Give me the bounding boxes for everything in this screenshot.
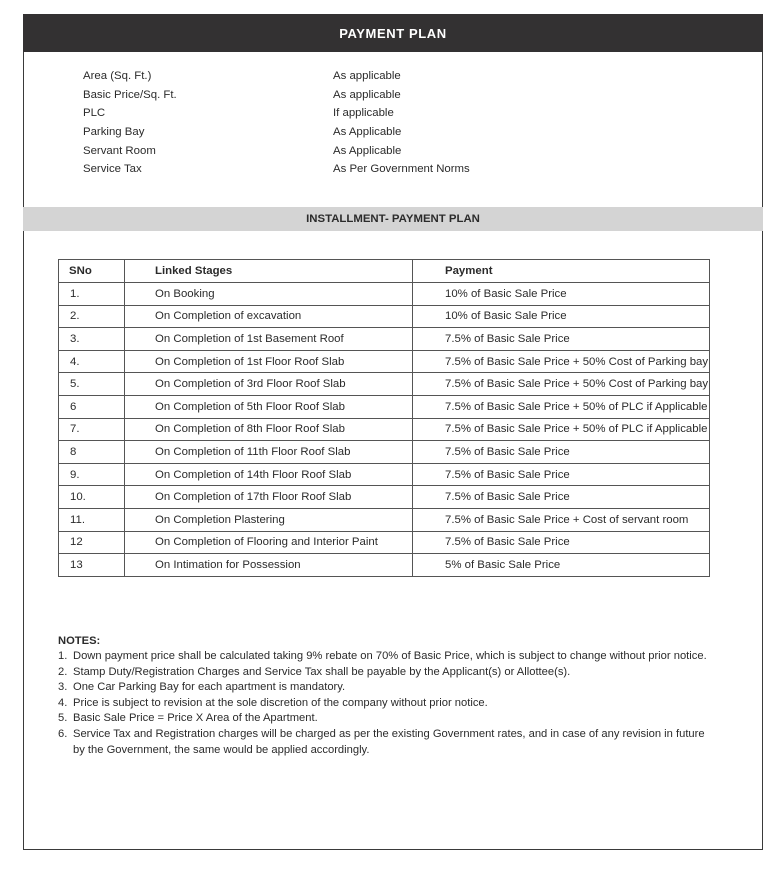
spec-row — [83, 67, 583, 86]
note-number: 6. — [58, 727, 68, 740]
table-row — [59, 531, 710, 554]
cell-sno: 6 — [59, 395, 125, 418]
cell-payment: 7.5% of Basic Sale Price — [413, 486, 710, 509]
cell-payment: 7.5% of Basic Sale Price + 50% Cost of Parking bay — [413, 373, 710, 396]
spec-value: As Applicable — [333, 126, 402, 139]
table-row — [59, 328, 710, 351]
spec-row — [83, 86, 583, 105]
table-row — [59, 418, 710, 441]
cell-stage: On Completion of 5th Floor Roof Slab — [125, 395, 413, 418]
cell-stage: On Completion of excavation — [125, 305, 413, 328]
section-heading-installment: INSTALLMENT- PAYMENT PLAN — [23, 207, 763, 231]
cell-payment: 7.5% of Basic Sale Price + 50% of PLC if Applicable — [413, 418, 710, 441]
note-text: Stamp Duty/Registration Charges and Service Tax shall be payable by the Applicant(s) or Allottee(s). — [73, 665, 571, 678]
spec-value: As applicable — [333, 88, 401, 101]
note-item — [58, 680, 718, 696]
table-header-row — [59, 260, 710, 283]
table-row — [59, 283, 710, 306]
notes-title: NOTES: — [58, 635, 101, 647]
note-text: Price is subject to revision at the sole discretion of the company without prior notice. — [73, 696, 488, 709]
table-row — [59, 554, 710, 577]
cell-stage: On Completion of 11th Floor Roof Slab — [125, 441, 413, 464]
spec-value: If applicable — [333, 107, 394, 120]
spec-label: Basic Price/Sq. Ft. — [83, 88, 177, 101]
cell-stage: On Completion of 17th Floor Roof Slab — [125, 486, 413, 509]
cell-payment: 7.5% of Basic Sale Price + 50% of PLC if Applicable — [413, 395, 710, 418]
cell-sno: 8 — [59, 441, 125, 464]
spec-value: As Applicable — [333, 144, 402, 157]
cell-stage: On Intimation for Possession — [125, 554, 413, 577]
cell-stage: On Completion of 1st Basement Roof — [125, 328, 413, 351]
notes-section — [58, 633, 718, 758]
note-text: One Car Parking Bay for each apartment is mandatory. — [73, 681, 346, 694]
spec-label: Service Tax — [83, 163, 142, 176]
column-header-payment: Payment — [413, 260, 710, 283]
cell-sno: 11. — [59, 508, 125, 531]
note-text: Down payment price shall be calculated taking 9% rebate on 70% of Basic Price, which is subject to change without prior notice. — [73, 650, 707, 662]
table-row — [59, 508, 710, 531]
notes-list — [58, 649, 718, 758]
note-number: 5. — [58, 712, 68, 725]
spec-label: Parking Bay — [83, 126, 145, 139]
note-item — [58, 665, 718, 681]
spec-list — [83, 67, 583, 179]
spec-label: Area (Sq. Ft.) — [83, 70, 152, 83]
note-text: Basic Sale Price = Price X Area of the Apartment. — [73, 712, 318, 725]
note-number: 4. — [58, 696, 68, 709]
cell-payment: 7.5% of Basic Sale Price — [413, 463, 710, 486]
cell-stage: On Completion of Flooring and Interior Paint — [125, 531, 413, 554]
note-item — [58, 649, 718, 665]
cell-sno: 5. — [59, 373, 125, 396]
cell-sno: 13 — [59, 554, 125, 577]
note-number: 1. — [58, 650, 68, 662]
cell-sno: 9. — [59, 463, 125, 486]
note-number: 3. — [58, 681, 68, 694]
note-number: 2. — [58, 665, 68, 678]
cell-payment: 5% of Basic Sale Price — [413, 554, 710, 577]
spec-label: PLC — [83, 107, 106, 120]
table-row — [59, 463, 710, 486]
note-text: Service Tax and Registration charges will be charged as per the existing Government rates, and in case of any revision in future by the Government, the same would be applied accordingly. — [73, 727, 705, 756]
cell-stage: On Completion Plastering — [125, 508, 413, 531]
column-header-stages: Linked Stages — [125, 260, 413, 283]
cell-sno: 3. — [59, 328, 125, 351]
spec-value: As applicable — [333, 70, 401, 83]
column-header-sno: SNo — [59, 260, 125, 283]
cell-stage: On Completion of 3rd Floor Roof Slab — [125, 373, 413, 396]
spec-row — [83, 160, 583, 179]
cell-sno: 12 — [59, 531, 125, 554]
cell-sno: 1. — [59, 283, 125, 306]
cell-payment: 7.5% of Basic Sale Price + 50% Cost of Parking bay — [413, 350, 710, 373]
cell-stage: On Completion of 14th Floor Roof Slab — [125, 463, 413, 486]
cell-payment: 7.5% of Basic Sale Price — [413, 531, 710, 554]
table-row — [59, 395, 710, 418]
cell-payment: 7.5% of Basic Sale Price — [413, 328, 710, 351]
cell-stage: On Completion of 8th Floor Roof Slab — [125, 418, 413, 441]
table-row — [59, 441, 710, 464]
cell-payment: 7.5% of Basic Sale Price — [413, 441, 710, 464]
cell-stage: On Booking — [125, 283, 413, 306]
table-row — [59, 350, 710, 373]
cell-payment: 10% of Basic Sale Price — [413, 305, 710, 328]
page-title: PAYMENT PLAN — [23, 14, 763, 52]
table-row — [59, 373, 710, 396]
installment-table — [58, 259, 710, 577]
cell-stage: On Completion of 1st Floor Roof Slab — [125, 350, 413, 373]
table-row — [59, 305, 710, 328]
note-item — [58, 727, 718, 758]
spec-row — [83, 123, 583, 142]
spec-row — [83, 104, 583, 123]
note-item — [58, 696, 718, 712]
cell-sno: 4. — [59, 350, 125, 373]
spec-label: Servant Room — [83, 144, 156, 157]
note-item — [58, 711, 718, 727]
table-row — [59, 486, 710, 509]
cell-sno: 7. — [59, 418, 125, 441]
spec-row — [83, 141, 583, 160]
cell-sno: 2. — [59, 305, 125, 328]
cell-payment: 7.5% of Basic Sale Price + Cost of servant room — [413, 508, 710, 531]
cell-sno: 10. — [59, 486, 125, 509]
spec-value: As Per Government Norms — [333, 163, 470, 176]
cell-payment: 10% of Basic Sale Price — [413, 283, 710, 306]
